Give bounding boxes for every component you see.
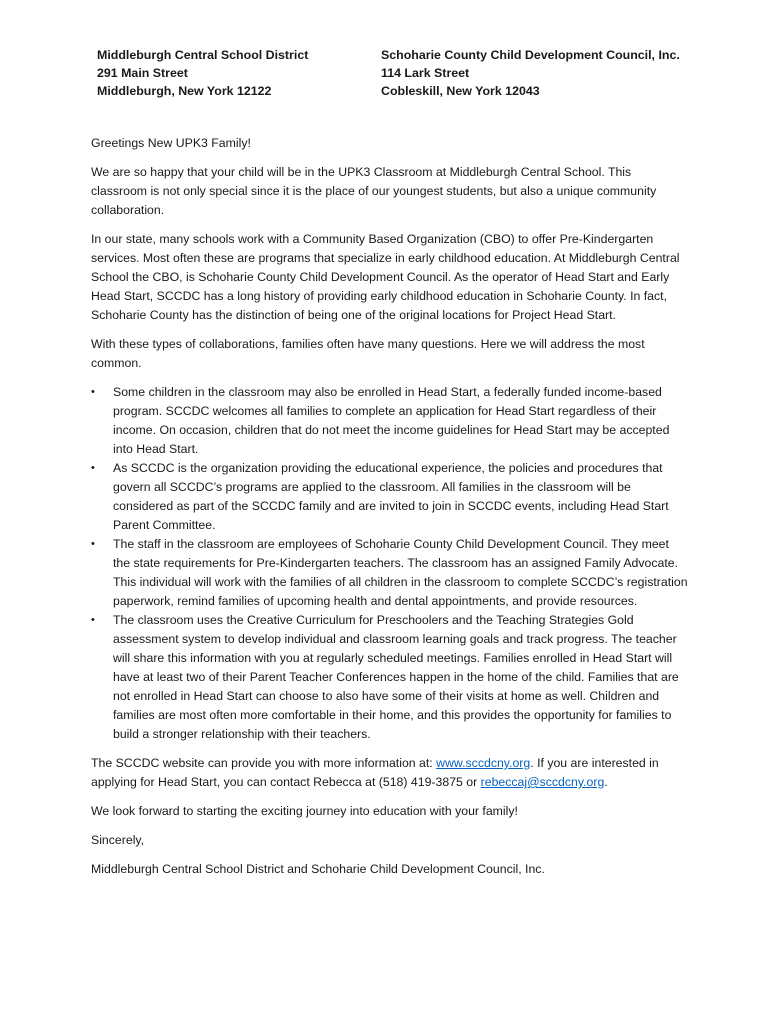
signoff: Sincerely,: [91, 833, 145, 847]
email-link[interactable]: rebeccaj@sccdcny.org: [480, 775, 605, 789]
paragraph-questions: With these types of collaborations, families often have many questions. Here we will address the most common.: [91, 337, 645, 370]
signature: Middleburgh Central School District and Schoharie Child Development Council, Inc.: [91, 862, 545, 876]
council-street: 114 Lark Street: [381, 66, 470, 80]
council-city: Cobleskill, New York 12043: [381, 84, 540, 98]
list-item-text: The staff in the classroom are employees of Schoharie County Child Development Council. They meet the state requirements for Pre-Kindergarten teachers. The classroom has an assigned Family Advocate. This individual will work with the families of all children in the classroom to complete SCCDC’s registration paperwork, remind families of upcoming health and dental appointments, and provide resources.: [113, 537, 688, 608]
list-item-text: Some children in the classroom may also be enrolled in Head Start, a federally funded income-based program. SCCDC welcomes all families to complete an application for Head Start regardless of their income. On occasion, children that do not meet the income guidelines for Head Start may be accepted into Head Start.: [113, 385, 670, 456]
school-street: 291 Main Street: [97, 66, 188, 80]
closing-line: We look forward to starting the exciting journey into education with your family!: [91, 804, 518, 818]
list-item-text: As SCCDC is the organization providing the educational experience, the policies and procedures that govern all SCCDC’s programs are applied to the classroom. All families in the classroom will be considered as part of the SCCDC family and are invited to join in SCCDC events, including Head Start Parent Committee.: [113, 461, 669, 532]
paragraph-cbo: In our state, many schools work with a Community Based Organization (CBO) to offer Pre-Kindergarten services. Most often these are programs that specialize in early childhood education. At Middleburgh Central School the CBO, is Schoharie County Child Development Council. As the operator of Head Start and Early Head Start, SCCDC has a long history of providing early childhood education in Schoharie County. In fact, Schoharie County has the distinction of being one of the original locations for Project Head Start.: [91, 232, 680, 322]
contact-paragraph: [91, 754, 689, 792]
list-item: [91, 383, 689, 459]
bullet-icon: •: [91, 538, 95, 550]
contact-text-middle: . If you are interested in applying for Head Start, you can contact Rebecca at (518) 419-3875 or: [91, 756, 659, 789]
school-district-name: Middleburgh Central School District: [97, 48, 309, 62]
sender-address-council: [381, 46, 680, 100]
contact-text-after: .: [604, 775, 608, 789]
list-item-text: The classroom uses the Creative Curriculum for Preschoolers and the Teaching Strategies Gold assessment system to develop individual and classroom learning goals and track progress. The teacher will share this information with you at regularly scheduled meetings. Families enrolled in Head Start will have at least two of their Parent Teacher Conferences happen in the home of the child. Families that are not enrolled in Head Start can choose to also have some of their visits at home as well. Children and families are most often more comfortable in their home, and this provides the opportunity for families to build a stronger relationship with their teachers.: [113, 613, 679, 741]
list-item: [91, 611, 689, 744]
contact-text-before: The SCCDC website can provide you with more information at:: [91, 756, 437, 770]
list-item: [91, 535, 689, 611]
greeting: Greetings New UPK3 Family!: [91, 136, 251, 150]
council-name: Schoharie County Child Development Council, Inc.: [381, 48, 680, 62]
bullet-icon: •: [91, 462, 95, 474]
website-link[interactable]: www.sccdcny.org: [436, 756, 531, 770]
bullet-icon: •: [91, 386, 95, 398]
bullet-icon: •: [91, 614, 95, 626]
letter-body: [91, 134, 689, 889]
sender-address-school: [97, 46, 308, 100]
faq-list: [91, 383, 689, 744]
list-item: [91, 459, 689, 535]
school-city: Middleburgh, New York 12122: [97, 84, 272, 98]
paragraph-intro: We are so happy that your child will be in the UPK3 Classroom at Middleburgh Central School. This classroom is not only special since it is the place of our youngest students, but also a unique community collaboration.: [91, 165, 657, 217]
